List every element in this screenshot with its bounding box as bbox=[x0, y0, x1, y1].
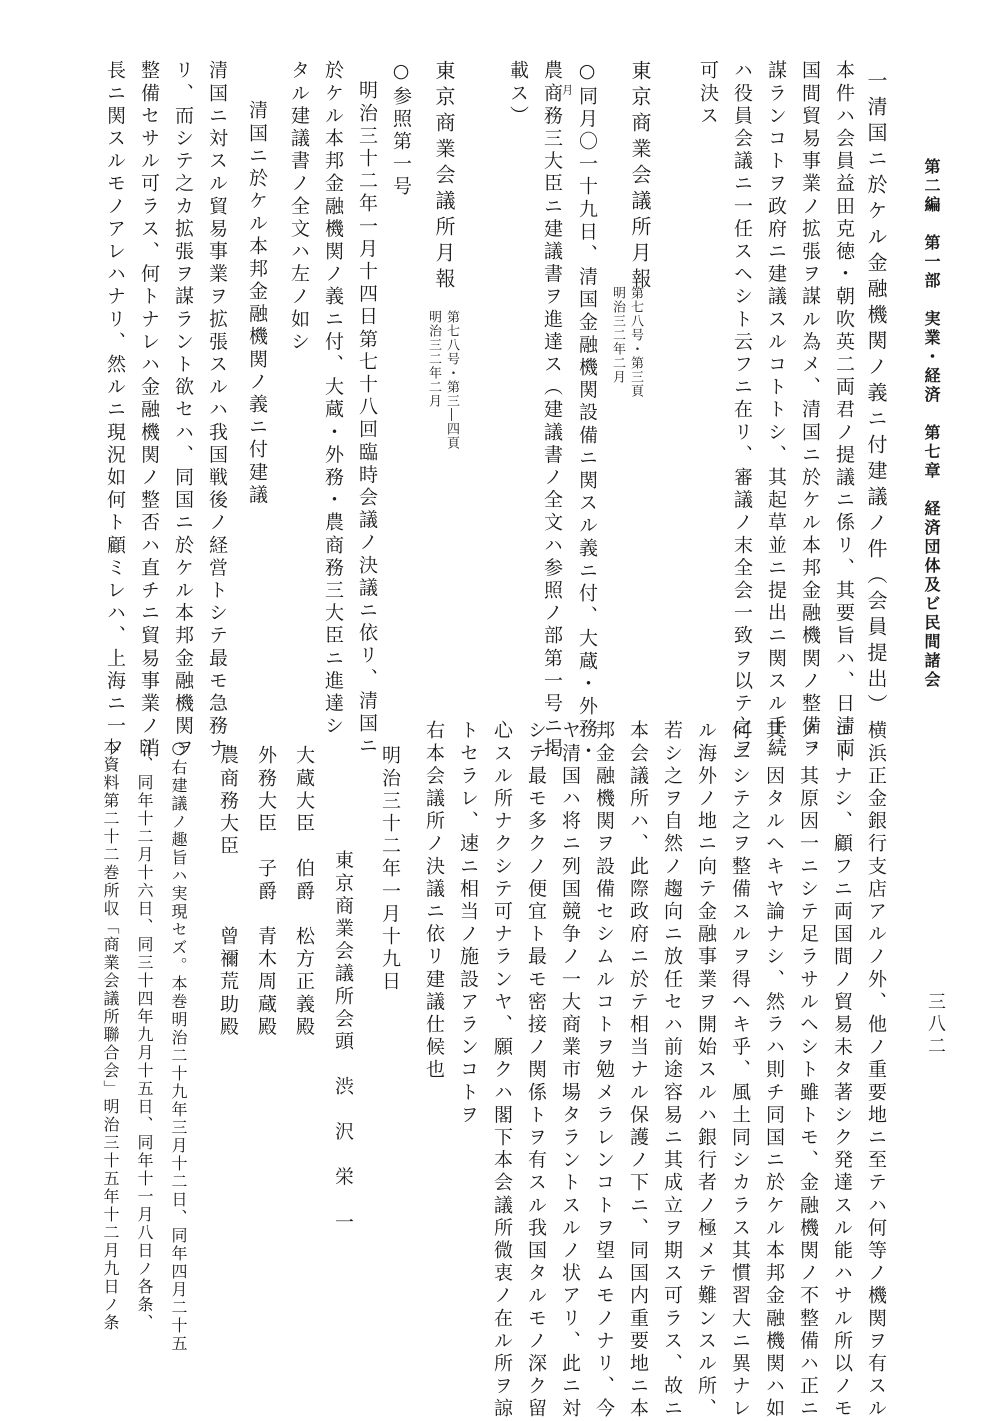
lower-body-line: 横浜正金銀行支店アルノ外、他ノ重要地ニ至テハ何等ノ機関ヲ有スル bbox=[865, 720, 887, 1421]
lower-body-line: 其一因タルヘキヤ論ナシ、然ラハ則チ同国ニ於ケル本邦金融機関ハ如 bbox=[763, 720, 785, 1421]
entry-line: 農商務三大臣ニ建議書ヲ進達ス（建議書ノ全文ハ参照ノ部第一号ニ掲 bbox=[541, 60, 563, 761]
lower-body-line: ノ、其原因一ニシテ足ラサルヘシト雖トモ、金融機関ノ不整備ハ正ニ bbox=[797, 720, 819, 1421]
kengi-line: 長ニ関スルモノアレハナリ、然ルニ現況如何ト顧ミレハ、上海ニ一ノ bbox=[104, 60, 126, 761]
running-head: 第二編 第一部 実業・経済 第七章 経済団体及ビ民間諸会 bbox=[922, 158, 941, 690]
signer: 東京商業会議所会頭 渋 沢 栄 一 bbox=[332, 850, 354, 1235]
source-ref: 第七八号・第三頁 bbox=[627, 286, 643, 398]
kengi-line: 清国ニ対スル貿易事業ヲ拡張スルハ我国戦後ノ経営トシテ最モ急務ナ bbox=[206, 60, 228, 761]
lower-body-line: シテ最モ多クノ便宜ト最モ密接ノ関係トヲ有スル我国タルモノ深ク留 bbox=[525, 720, 547, 1421]
upper-body-line: 国間貿易事業ノ拡張ヲ謀ル為メ、清国ニ於ケル本邦金融機関ノ整備ヲ bbox=[799, 60, 821, 761]
lower-body-line: コトナシ、顧フニ両国間ノ貿易未タ著シク発達スル能ハサル所以ノモ bbox=[831, 720, 853, 1421]
entry-line: 載ス） bbox=[507, 60, 529, 128]
source-date: 明治三二年二月 bbox=[609, 286, 625, 384]
addressee: 大蔵大臣 伯爵 松方正義殿 bbox=[293, 745, 315, 1039]
lower-body-line: 何ニシテ之ヲ整備スルヲ得ヘキ乎、風土同シカラス其慣習大ニ異ナレ bbox=[729, 720, 751, 1421]
source-title: 東京商業会議所月報 bbox=[432, 60, 456, 294]
source-ref: 第七八号・第三―四頁 bbox=[443, 310, 459, 450]
kengi-title: 清国ニ於ケル本邦金融機関ノ義ニ付建議 bbox=[246, 100, 268, 507]
lower-body-line: 右本会議所ノ決議ニ依リ建議仕候也 bbox=[423, 720, 445, 1082]
lower-body-line: 本会議所ハ、此際政府ニ於テ相当ナル保護ノ下ニ、同国内重要地ニ本 bbox=[627, 720, 649, 1421]
lower-body-line: ヤ清国ハ将ニ列国競争ノ一大商業市場タラントスルノ状アリ、此ニ対 bbox=[559, 720, 581, 1421]
addressee: 農商務大臣 曾禰荒助殿 bbox=[217, 745, 239, 1039]
source-title: 東京商業会議所月報 bbox=[628, 60, 652, 294]
entry-small-note: 月 bbox=[560, 84, 574, 96]
reference-line: 於ケル本邦金融機関ノ義ニ付、大蔵・外務・農商務三大臣ニ進達シ bbox=[322, 60, 344, 738]
lower-body-line: 邦金融機関ヲ設備セシムルコトヲ勉メラレンコトヲ望ムモノナリ、今 bbox=[593, 720, 615, 1421]
reference-line: タル建議書ノ全文ハ左ノ如シ bbox=[288, 60, 310, 354]
reference-line: 明治三十二年一月十四日第七十八回臨時会議ノ決議ニ依リ、清国ニ bbox=[356, 80, 378, 758]
addressee: 外務大臣 子爵 青木周蔵殿 bbox=[255, 745, 277, 1039]
lower-body-line: 若シ之ヲ自然ノ趨向ニ放任セハ前途容易ニ其成立ヲ期ス可ラス、故ニ bbox=[661, 720, 683, 1421]
editorial-note-line: 本資料第二十二巻所収「商業会議所聯合会」明治三十五年十二月九日ノ条 bbox=[101, 738, 120, 1332]
entry-line: ○同月〇一十九日、清国金融機関設備ニ関スル義ニ付、大蔵・外務・ bbox=[576, 60, 598, 764]
upper-body-line: 可決ス bbox=[697, 60, 719, 128]
upper-body-line: 本件ハ会員益田克徳・朝吹英二両君ノ提議ニ係リ、其要旨ハ、日清両 bbox=[833, 60, 855, 761]
kengi-line: リ、而シテ之カ拡張ヲ謀ラント欲セハ、同国ニ於ケル本邦金融機関ヲ bbox=[172, 60, 194, 761]
item-title: 一清国ニ於ケル金融機関ノ義ニ付建議ノ件（会員提出） bbox=[864, 70, 888, 720]
kengi-line: 整備セサル可ラス、何トナレハ金融機関ノ整否ハ直チニ貿易事業ノ消 bbox=[138, 60, 160, 761]
lower-body-line: トセラレ、速ニ相当ノ施設アランコトヲ bbox=[457, 720, 479, 1127]
document-date: 明治三十二年一月十九日 bbox=[379, 745, 401, 994]
editorial-note-line: ○右建議ノ趣旨ハ実現セズ。本巻明治二十九年三月十二日、同年四月二十五 bbox=[169, 738, 188, 1353]
source-date: 明治三二年二月 bbox=[425, 310, 441, 408]
upper-body-line: ハ役員会議ニ一任スヘシト云フニ在リ、審議ノ末全会一致ヲ以テ之ヲ bbox=[731, 60, 753, 761]
reference-heading: ○参照第一号 bbox=[390, 60, 412, 199]
editorial-note-line: 日、同年十二月十六日、同三十四年九月十五日、同年十一月八日ノ各条、 bbox=[135, 738, 154, 1332]
lower-body-line: ル海外ノ地ニ向テ金融事業ヲ開始スルハ銀行者ノ極メテ難ンスル所、 bbox=[695, 720, 717, 1421]
lower-body-line: 心スル所ナクシテ可ナランヤ、願クハ閣下本会議所微衷ノ在ル所ヲ諒 bbox=[491, 720, 513, 1421]
upper-body-line: 謀ランコトヲ政府ニ建議スルコトトシ、其起草並ニ提出ニ関スル手続 bbox=[765, 60, 787, 761]
page-number: 三八二 bbox=[925, 992, 946, 1058]
